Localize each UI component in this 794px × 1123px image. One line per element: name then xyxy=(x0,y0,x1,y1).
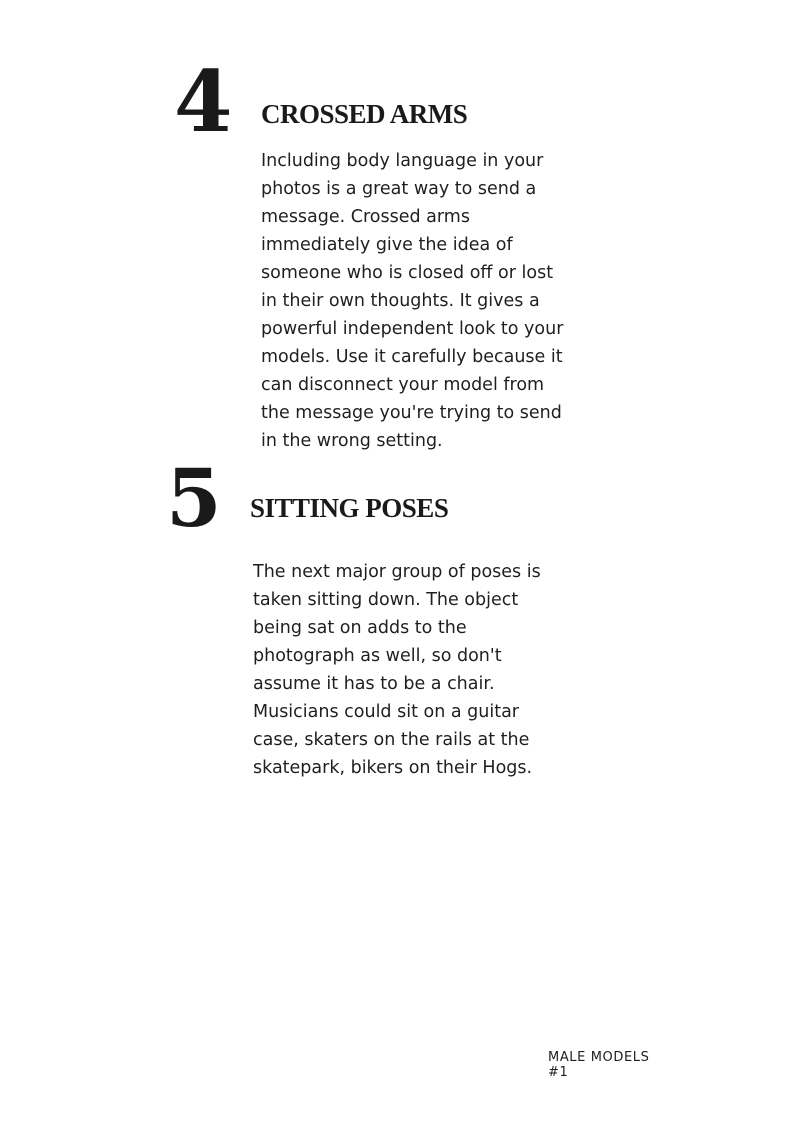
footer-title: MALE MODELS xyxy=(548,1050,650,1065)
footer-page-number: #1 xyxy=(548,1065,569,1080)
body-line: Musicians could sit on a guitar xyxy=(253,702,519,722)
body-line: in their own thoughts. It gives a xyxy=(261,291,540,311)
body-line: immediately give the idea of xyxy=(261,235,513,255)
page-footer xyxy=(548,1050,649,1080)
body-line: being sat on adds to the xyxy=(253,618,467,638)
section-body xyxy=(253,558,573,782)
body-line: photos is a great way to send a xyxy=(261,179,537,199)
body-line: in the wrong setting. xyxy=(261,431,443,451)
body-line: assume it has to be a chair. xyxy=(253,674,495,694)
section-number: 5 xyxy=(166,451,220,545)
section-heading: SITTING POSES xyxy=(250,493,449,523)
body-line: models. Use it carefully because it xyxy=(261,347,563,367)
body-line: skatepark, bikers on their Hogs. xyxy=(253,758,533,778)
section-heading: CROSSED ARMS xyxy=(261,99,468,129)
section-number: 4 xyxy=(174,52,231,151)
body-line: can disconnect your model from xyxy=(261,375,545,395)
section-body xyxy=(261,147,591,455)
body-line: Including body language in your xyxy=(261,151,544,171)
body-line: The next major group of poses is xyxy=(253,562,541,582)
body-line: case, skaters on the rails at the xyxy=(253,730,530,750)
body-line: message. Crossed arms xyxy=(261,207,470,227)
body-line: taken sitting down. The object xyxy=(253,590,519,610)
body-line: powerful independent look to your xyxy=(261,319,564,339)
body-line: the message you're trying to send xyxy=(261,403,562,423)
body-line: photograph as well, so don't xyxy=(253,646,502,666)
body-line: someone who is closed off or lost xyxy=(261,263,554,283)
